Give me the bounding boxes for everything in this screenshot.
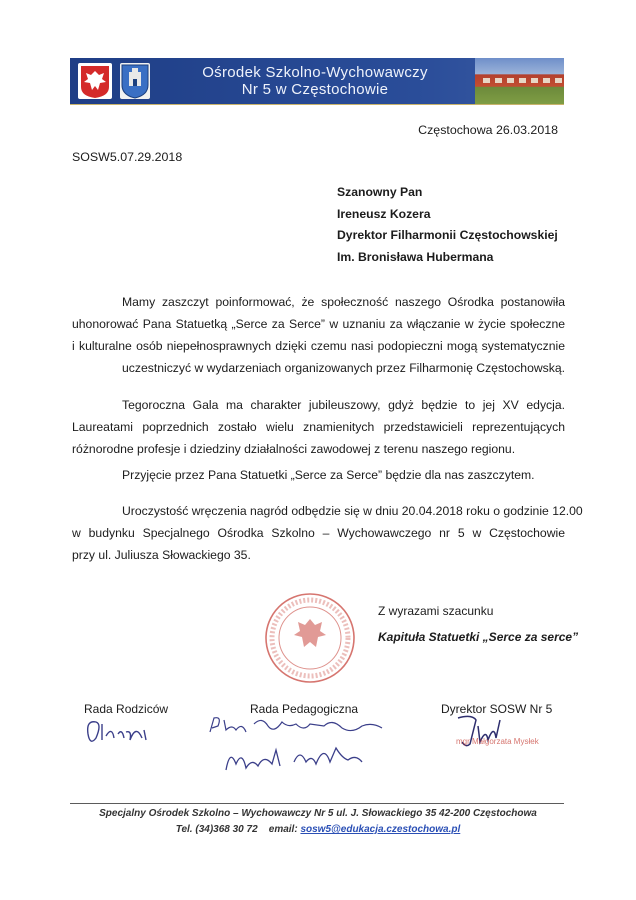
teachers-council-title: Rada Pedagogiczna <box>250 702 359 716</box>
addressee-block <box>337 182 558 268</box>
closing-block <box>378 598 578 650</box>
body-paragraph-1 <box>72 291 565 379</box>
reference-number: SOSW5.07.29.2018 <box>72 150 183 164</box>
addressee-line: Im. Bronisława Hubermana <box>337 249 494 264</box>
polish-eagle-emblem-icon <box>78 63 112 99</box>
institution-name <box>170 64 460 98</box>
parents-signature <box>80 712 160 752</box>
official-round-seal <box>263 591 357 685</box>
school-building-photo <box>475 58 564 104</box>
footer-email-link[interactable]: sosw5@edukacja.czestochowa.pl <box>300 824 461 835</box>
footer-address: Specjalny Ośrodek Szkolno – Wychowawczy Nr 5 ul. J. Słowackiego 35 42-200 Częstochowa <box>99 808 537 819</box>
teachers-signatures <box>202 714 392 778</box>
city-crest-icon <box>120 63 150 99</box>
institution-name-line1: Ośrodek Szkolno-Wychowawczy <box>202 64 428 81</box>
paragraph-line: i kulturalne osób niepełnosprawnych dzięki czemu nasi podopieczni mogą systematycznie <box>72 339 565 353</box>
place-and-date: Częstochowa 26.03.2018 <box>418 123 558 137</box>
footer-divider <box>70 803 564 804</box>
paragraph-line: w budynku Specjalnego Ośrodka Szkolno – Wychowawczego nr 5 w Częstochowie <box>72 526 565 540</box>
paragraph-line: Uroczystość wręczenia nagród odbędzie się w dniu 20.04.2018 roku o godzinie 12.00 <box>122 504 583 518</box>
paragraph-line: Mamy zaszczyt poinformować, że społeczność naszego Ośrodka postanowiła <box>122 295 565 309</box>
parents-council-title: Rada Rodziców <box>84 702 169 716</box>
footer-contact <box>0 824 636 835</box>
body-paragraph-2 <box>72 394 565 460</box>
closing-signatory: Kapituła Statuetki „Serce za serce” <box>378 630 579 644</box>
paragraph-line: Przyjęcie przez Pana Statuetki „Serce za Serce” będzie dla nas zaszczytem. <box>122 468 535 482</box>
addressee-line: Dyrektor Filharmonii Częstochowskiej <box>337 228 558 242</box>
paragraph-line: różnorodne profesje i dziedziny działalności zawodowej z terenu naszego regionu. <box>72 442 516 456</box>
body-paragraph-4 <box>72 500 583 566</box>
director-name-stamp: mgr Małgorzata Mysłek <box>456 737 539 746</box>
paragraph-line: Tegoroczna Gala ma charakter jubileuszowy, gdyż będzie to jej XV edycja. <box>122 398 565 412</box>
paragraph-line: uczestniczyć w wydarzeniach organizowanych przez Filharmonię Częstochowską. <box>122 361 565 375</box>
paragraph-line: Laureatami poprzednich zostało wielu znamienitych przedstawicieli reprezentujących <box>72 420 565 434</box>
paragraph-line: przy ul. Juliusza Słowackiego 35. <box>72 548 251 562</box>
institution-name-line2: Nr 5 w Częstochowie <box>241 81 389 98</box>
footer-phone: Tel. (34)368 30 72 <box>175 824 258 835</box>
body-paragraph-3 <box>72 464 565 486</box>
director-title: Dyrektor SOSW Nr 5 <box>441 702 553 716</box>
closing-text: Z wyrazami szacunku <box>378 604 494 618</box>
letterhead-banner <box>70 58 564 104</box>
paragraph-line: uhonorować Pana Statuetką „Serce za Serce” w uznaniu za włączanie w życie społeczne <box>72 317 565 331</box>
footer-email-label: email: <box>268 824 298 835</box>
addressee-line: Ireneusz Kozera <box>337 206 431 221</box>
addressee-line: Szanowny Pan <box>337 185 423 199</box>
